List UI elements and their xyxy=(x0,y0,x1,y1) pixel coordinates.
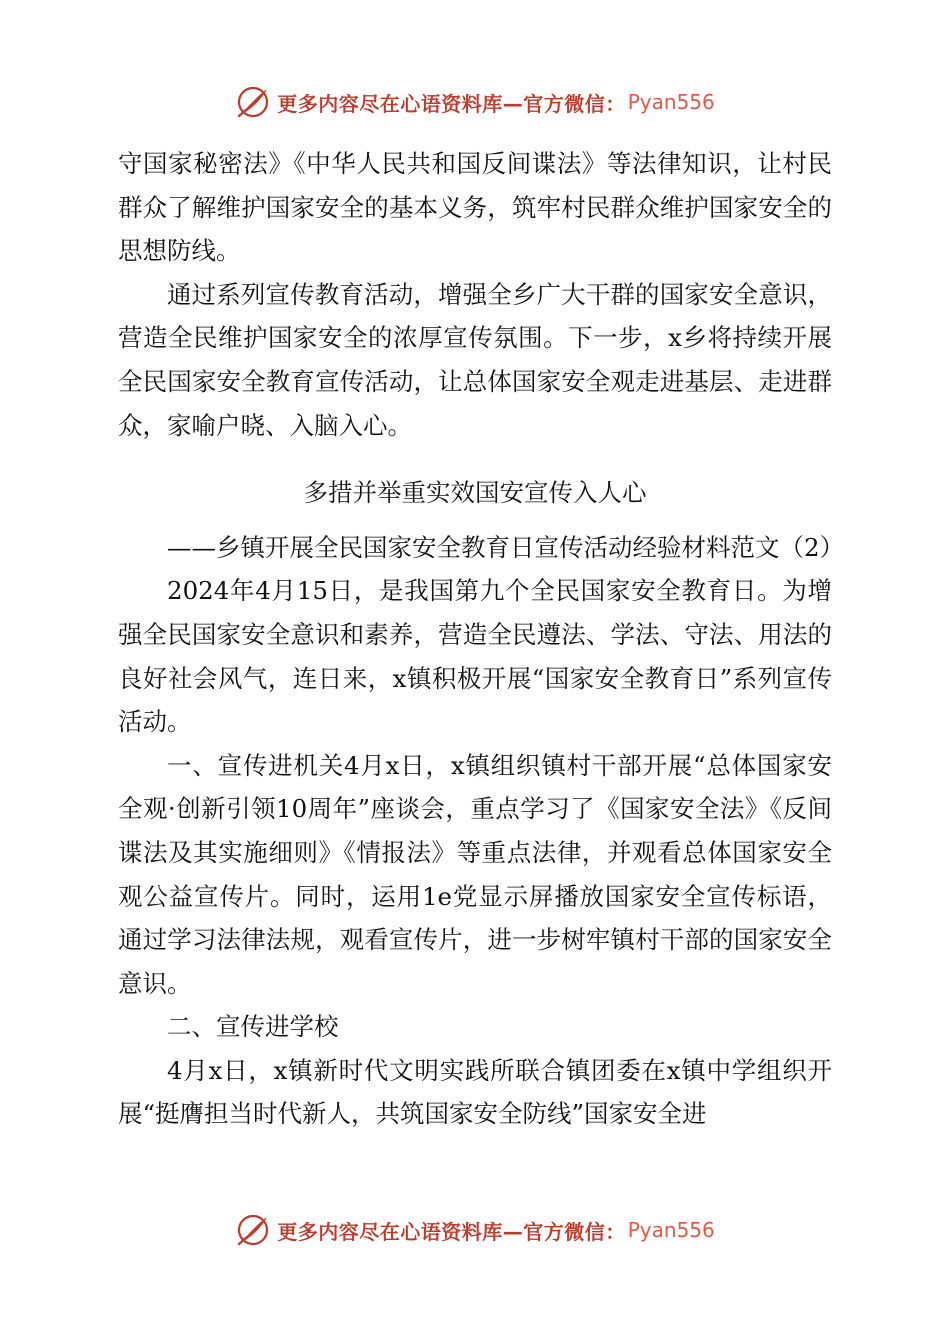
banner-text: 更多内容尽在心语资料库—官方微信： xyxy=(277,91,626,116)
paragraph-continuation: 守国家秘密法》《中华人民共和国反间谍法》等法律知识，让村民群众了解维护国家安全的基本义务，筑牢村民群众维护国家安全的思想防线。 xyxy=(118,149,832,266)
banner-wechat-id: Pyan556 xyxy=(627,90,715,114)
feather-pen-logo-icon xyxy=(235,84,271,120)
header-banner xyxy=(0,82,950,122)
article-title: 多措并举重实效国安宣传入人心 xyxy=(303,478,647,508)
banner-wechat-id: Pyan556 xyxy=(627,1218,715,1242)
paragraph: 2024年4月15日，是我国第九个全民国家安全教育日。为增强全民国家安全意识和素养，营造全民遵法、学法、守法、用法的良好社会风气，连日来，x镇积极开展“国家安全教育日”系列宣传活动。 xyxy=(118,576,832,737)
document-body xyxy=(118,142,845,1136)
paragraph: 一、宣传进机关4月x日，x镇组织镇村干部开展“总体国家安全观·创新引领10周年”座谈会，重点学习了《国家安全法》《反间谍法及其实施细则》《情报法》等重点法律，并观看总体国家安全观公益宣传片。同时，运用1e党显示屏播放国家安全宣传标语，通过学习法律法规，观看宣传片，进一步树牢镇村干部的国家安全意识。 xyxy=(118,750,832,998)
feather-pen-logo-icon xyxy=(235,1212,271,1248)
paragraph: 通过系列宣传教育活动，增强全乡广大干群的国家安全意识，营造全民维护国家安全的浓厚宣传氛围。下一步，x乡将持续开展全民国家安全教育宣传活动，让总体国家安全观走进基层、走进群众，家喻户晓、入脑入心。 xyxy=(118,279,832,440)
section-heading: 二、宣传进学校 xyxy=(167,1012,339,1042)
footer-banner xyxy=(0,1210,950,1250)
paragraph: 4月x日，x镇新时代文明实践所联合镇团委在x镇中学组织开展“挺膺担当时代新人，共筑国家安全防线”国家安全进 xyxy=(118,1055,832,1129)
article-subtitle: ——乡镇开展全民国家安全教育日宣传活动经验材料范文（2） xyxy=(167,532,845,562)
banner-text: 更多内容尽在心语资料库—官方微信： xyxy=(277,1219,626,1244)
